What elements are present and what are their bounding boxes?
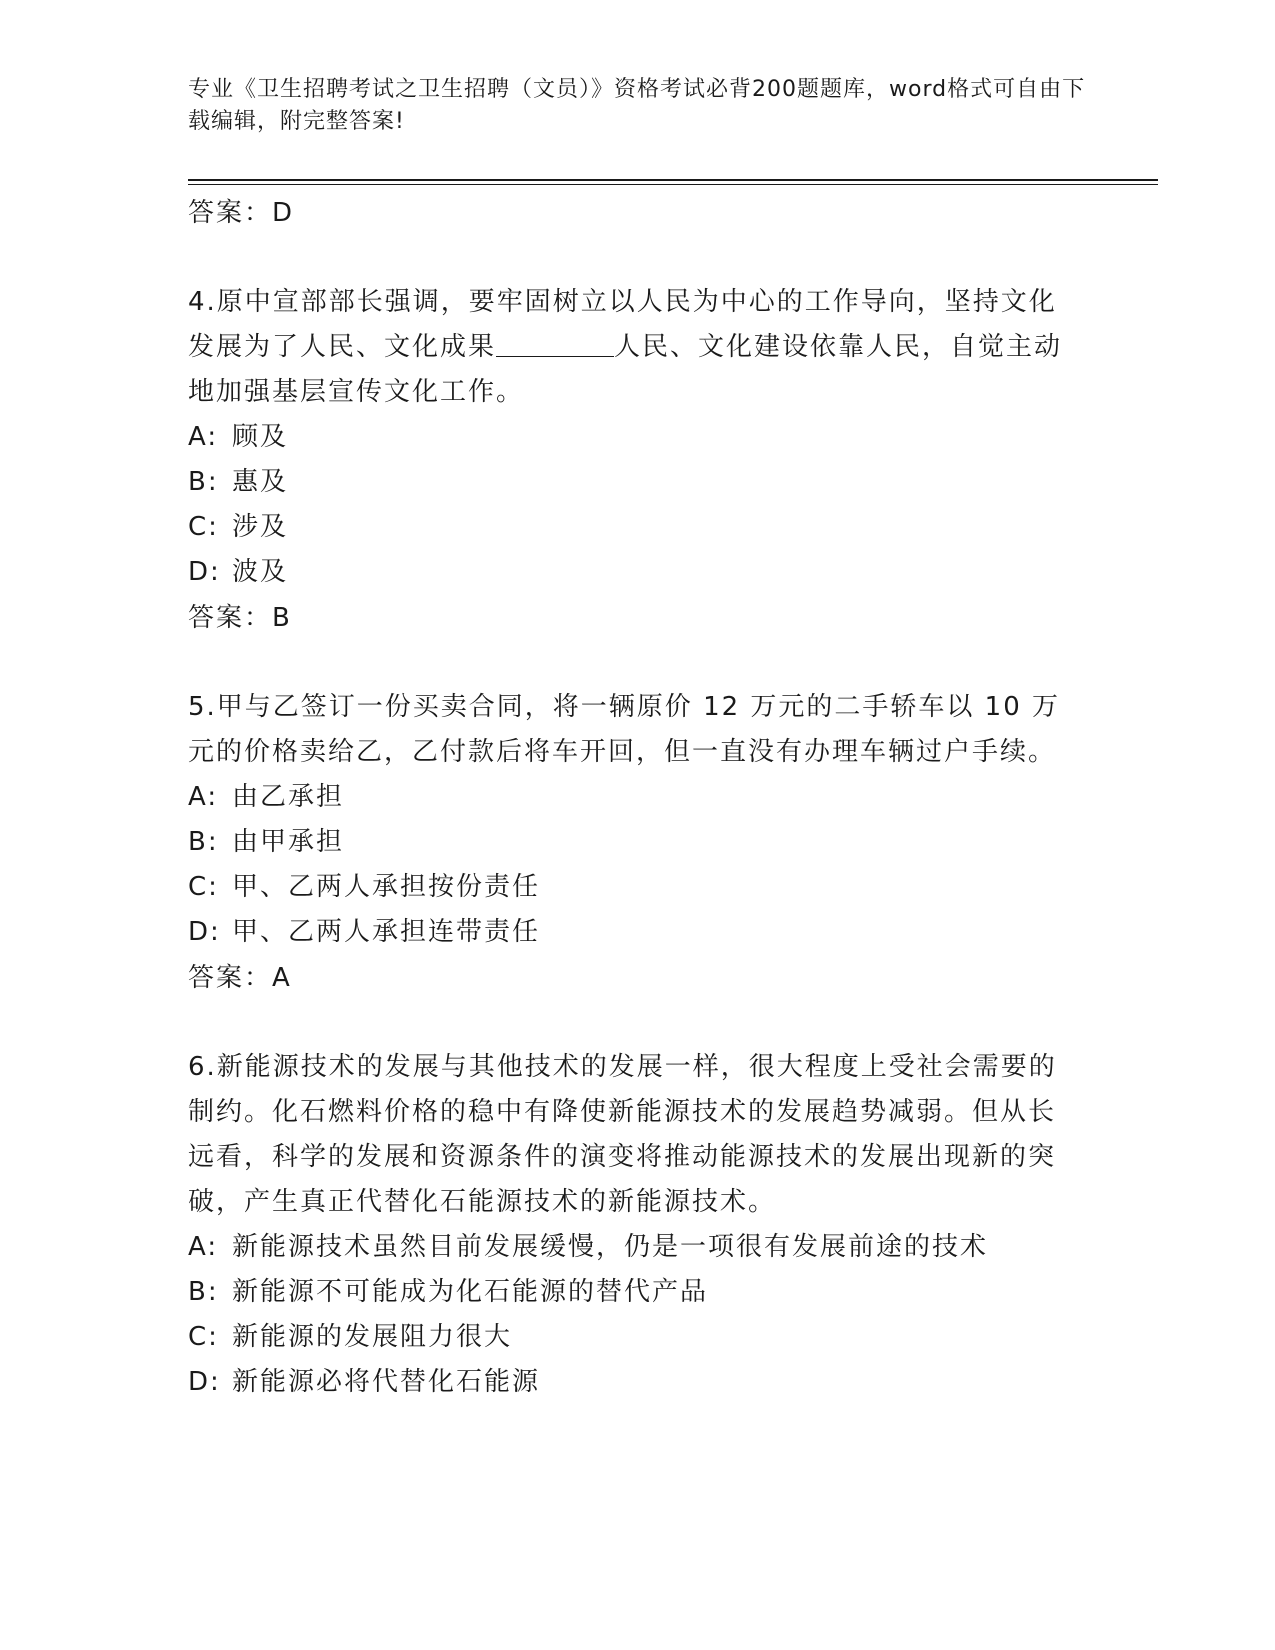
question-4-option-d: D: 波及 (188, 557, 289, 587)
question-5-option-c: C: 甲、乙两人承担按份责任 (188, 872, 541, 902)
question-6-option-c: C: 新能源的发展阻力很大 (188, 1322, 513, 1352)
answer-q3: 答案：D (188, 198, 295, 228)
question-6-option-b: B: 新能源不可能成为化石能源的替代产品 (188, 1277, 709, 1307)
question-4-stem-before: 4.原中宣部部长强调，要牢固树立以人民为中心的工作导向，坚持文化发展为了人民、文化成果 (188, 287, 1057, 362)
question-4-option-a: A: 顾及 (188, 422, 289, 452)
question-6-stem: 6.新能源技术的发展与其他技术的发展一样，很大程度上受社会需要的制约。化石燃料价格的稳中有降使新能源技术的发展趋势减弱。但从长远看，科学的发展和资源条件的演变将推动能源技术的发展出现新的突破，产生真正代替化石能源技术的新能源技术。 (188, 1052, 1057, 1217)
document-header: 专业《卫生招聘考试之卫生招聘（文员）》资格考试必背200题题库，word格式可自由下载编辑，附完整答案! (188, 77, 1086, 134)
question-5-option-b: B: 由甲承担 (188, 827, 345, 857)
header-divider-thick (188, 179, 1158, 181)
answer-q4: 答案：B (188, 603, 292, 633)
question-5 (188, 685, 1068, 1001)
answer-q5: 答案：A (188, 963, 292, 993)
question-5-stem: 5.甲与乙签订一份买卖合同，将一辆原价 12 万元的二手轿车以 10 万元的价格卖给乙，乙付款后将车开回，但一直没有办理车辆过户手续。 (188, 692, 1061, 767)
question-5-option-a: A: 由乙承担 (188, 782, 345, 812)
question-6-option-d: D: 新能源必将代替化石能源 (188, 1367, 541, 1397)
header-divider-thin (188, 184, 1158, 185)
question-4-option-c: C: 涉及 (188, 512, 289, 542)
question-4 (188, 280, 1068, 641)
question-6-option-a: A: 新能源技术虽然目前发展缓慢，仍是一项很有发展前途的技术 (188, 1232, 989, 1262)
question-5-option-d: D: 甲、乙两人承担连带责任 (188, 917, 541, 947)
question-6 (188, 1045, 1068, 1405)
question-4-stem (188, 280, 1068, 415)
fill-in-blank (496, 328, 614, 357)
document-body (188, 190, 1068, 1405)
question-4-stem-after: 人民、文化建设依靠人民，自觉主动地加强基层宣传文化工作。 (188, 332, 1063, 407)
question-4-option-b: B: 惠及 (188, 467, 289, 497)
